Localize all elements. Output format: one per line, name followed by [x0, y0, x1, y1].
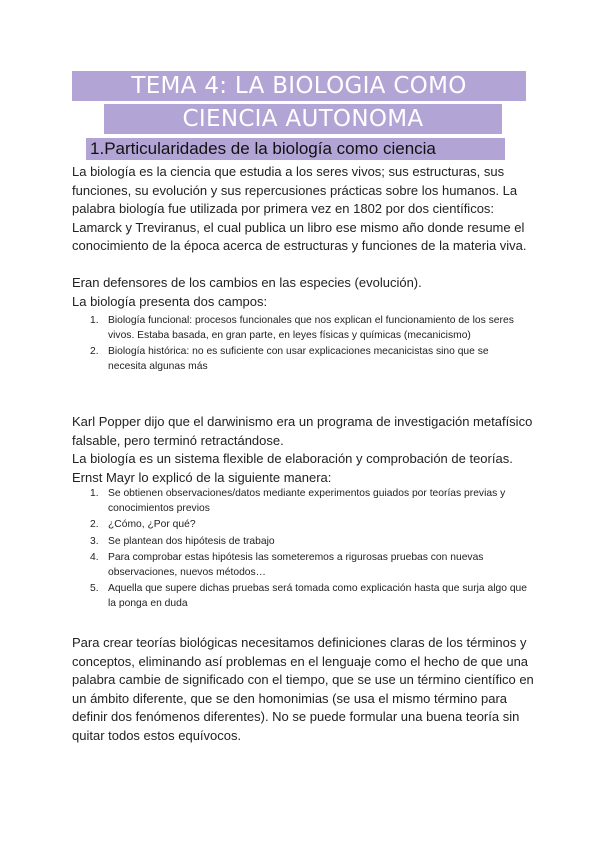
list-item-text: Aquella que supere dichas pruebas será tomada como explicación hasta que surja algo que la ponga en duda	[108, 583, 528, 609]
section-heading-text: Particularidades de la biología como ciencia	[104, 139, 436, 158]
intro-paragraph: La biología es la ciencia que estudia a los seres vivos; sus estructuras, sus funciones, su evolución y sus repercusiones prácticas sobre los humanos. La palabra biología fue utilizada por primera vez en 1802 por dos científicos: Lamarck y Treviranus, el cual publica un libro ese mismo año donde resume el conocimiento de la época acerca de estructuras y funciones de la materia viva.	[72, 164, 527, 253]
section-heading	[86, 138, 505, 160]
list-number: 4.	[90, 552, 99, 563]
list-item-text: Se plantean dos hipótesis de trabajo	[108, 535, 275, 547]
list-number: 2.	[90, 346, 99, 357]
popper-paragraph: Karl Popper dijo que el darwinismo era un programa de investigación metafísico falsable, pero terminó retractándose.	[72, 414, 533, 448]
list-item-text: Se obtienen observaciones/datos mediante experimentos guiados por teorías previas y conocimientos previos	[108, 488, 506, 514]
list-item-text: Biología funcional: procesos funcionales que nos explican el funcionamiento de los seres vivos. Estaba basada, en gran parte, en leyes físicas y químicas (mecanicismo)	[108, 315, 514, 341]
list-number: 2.	[90, 519, 99, 530]
section-number: 1.	[90, 139, 105, 158]
list-item	[90, 487, 528, 516]
closing-paragraph: Para crear teorías biológicas necesitamos definiciones claras de los términos y conceptos, eliminando así problemas en el lenguaje como el hecho de que una palabra cambie de significado con el tiempo, que se use un término científico en un ámbito diferente, que se den homonimias (se usa el mismo término para definir dos fenómenos diferentes). No se puede formular una buena teoría sin quitar todos estos equívocos.	[72, 635, 534, 743]
fields-list	[90, 314, 528, 376]
list-item-text: Biología histórica: no es suficiente con usar explicaciones mecanicistas sino que se necesita algunas más	[108, 346, 489, 372]
list-item	[90, 535, 528, 550]
list-item	[90, 582, 528, 611]
mayr-paragraph: La biología es un sistema flexible de elaboración y comprobación de teorías. Ernst Mayr lo explicó de la siguiente manera:	[72, 451, 513, 485]
list-number: 1.	[90, 488, 99, 499]
list-item	[90, 518, 528, 533]
title-line-2: CIENCIA AUTONOMA	[104, 104, 502, 134]
title-line-1: TEMA 4: LA BIOLOGIA COMO	[72, 71, 526, 101]
fields-intro: La biología presenta dos campos:	[72, 294, 268, 309]
steps-list	[90, 487, 528, 613]
list-item	[90, 551, 528, 580]
list-item-text: ¿Cómo, ¿Por qué?	[108, 519, 196, 530]
evolution-sentence: Eran defensores de los cambios en las especies (evolución).	[72, 275, 422, 290]
list-item	[90, 345, 528, 374]
list-item	[90, 314, 528, 343]
list-number: 5.	[90, 583, 99, 594]
list-number: 3.	[90, 535, 99, 547]
list-item-text: Para comprobar estas hipótesis las someteremos a rigurosas pruebas con nuevas observaciones, nuevos métodos…	[108, 552, 484, 578]
list-number: 1.	[90, 315, 99, 326]
